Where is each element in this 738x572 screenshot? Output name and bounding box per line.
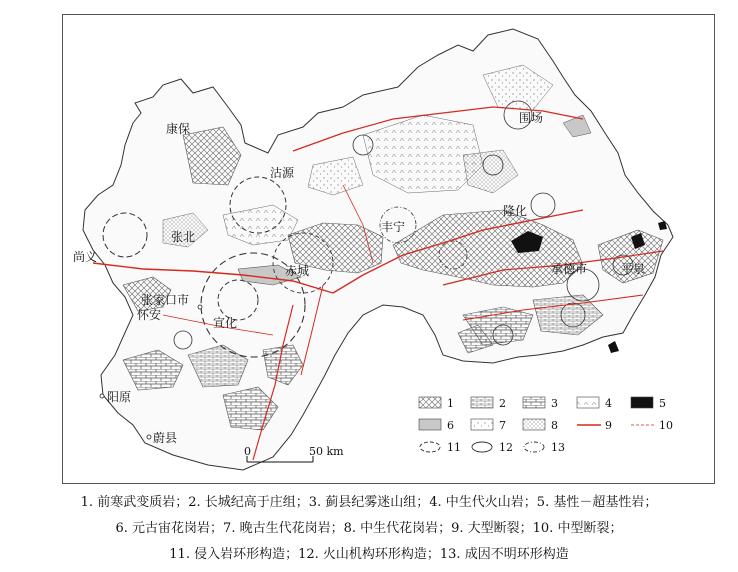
place-longhua: 隆化 xyxy=(503,204,528,218)
place-weichang: 围场 xyxy=(519,111,544,125)
place-yangyuan: 阳原 xyxy=(107,390,132,404)
caption-line-3: 11. 侵入岩环形构造；12. 火山机构环形构造；13. 成因不明环形构造 xyxy=(169,547,569,562)
legend-num-11: 11 xyxy=(447,441,461,454)
place-chengde: 承德市 xyxy=(551,262,588,276)
place-huaian: 怀安 xyxy=(137,308,162,322)
legend-num-12: 12 xyxy=(499,441,513,454)
legend-num-7: 7 xyxy=(499,419,506,432)
legend-num-13: 13 xyxy=(551,441,565,454)
place-chicheng: 赤城 xyxy=(285,264,310,278)
place-zhangjiakou: 张家口市 xyxy=(141,293,190,307)
map-frame xyxy=(62,14,715,484)
legend-num-2: 2 xyxy=(499,397,506,410)
place-yuxian: 蔚县 xyxy=(153,431,178,445)
legend-num-5: 5 xyxy=(659,397,666,410)
place-kangbao: 康保 xyxy=(166,122,191,136)
place-guyuan: 沽源 xyxy=(270,166,295,180)
scale-start: 0 xyxy=(244,445,251,458)
scale-end: 50 km xyxy=(309,445,344,458)
legend-num-4: 4 xyxy=(605,397,612,410)
place-shangyi: 尚义 xyxy=(73,250,98,264)
legend-num-10: 10 xyxy=(659,419,673,432)
caption-line-2: 6. 元古宙花岗岩；7. 晚古生代花岗岩；8. 中生代花岗岩；9. 大型断裂；10. 中型断裂； xyxy=(115,521,623,536)
place-xuanhua: 宣化 xyxy=(213,316,238,330)
place-fengning: 丰宁 xyxy=(381,220,406,234)
legend-num-1: 1 xyxy=(447,397,454,410)
geologic-map xyxy=(63,15,716,485)
legend-num-3: 3 xyxy=(551,397,558,410)
caption-line-1: 1. 前寒武变质岩；2. 长城纪高于庄组；3. 蓟县纪雾迷山组；4. 中生代火山岩；5. 基性－超基性岩； xyxy=(80,495,658,510)
figure-caption xyxy=(0,490,738,568)
legend xyxy=(419,397,673,454)
place-zhangbei: 张北 xyxy=(171,230,196,244)
place-pingquan: 平泉 xyxy=(621,262,646,276)
legend-num-6: 6 xyxy=(447,419,454,432)
legend-num-9: 9 xyxy=(605,419,612,432)
legend-num-8: 8 xyxy=(551,419,558,432)
